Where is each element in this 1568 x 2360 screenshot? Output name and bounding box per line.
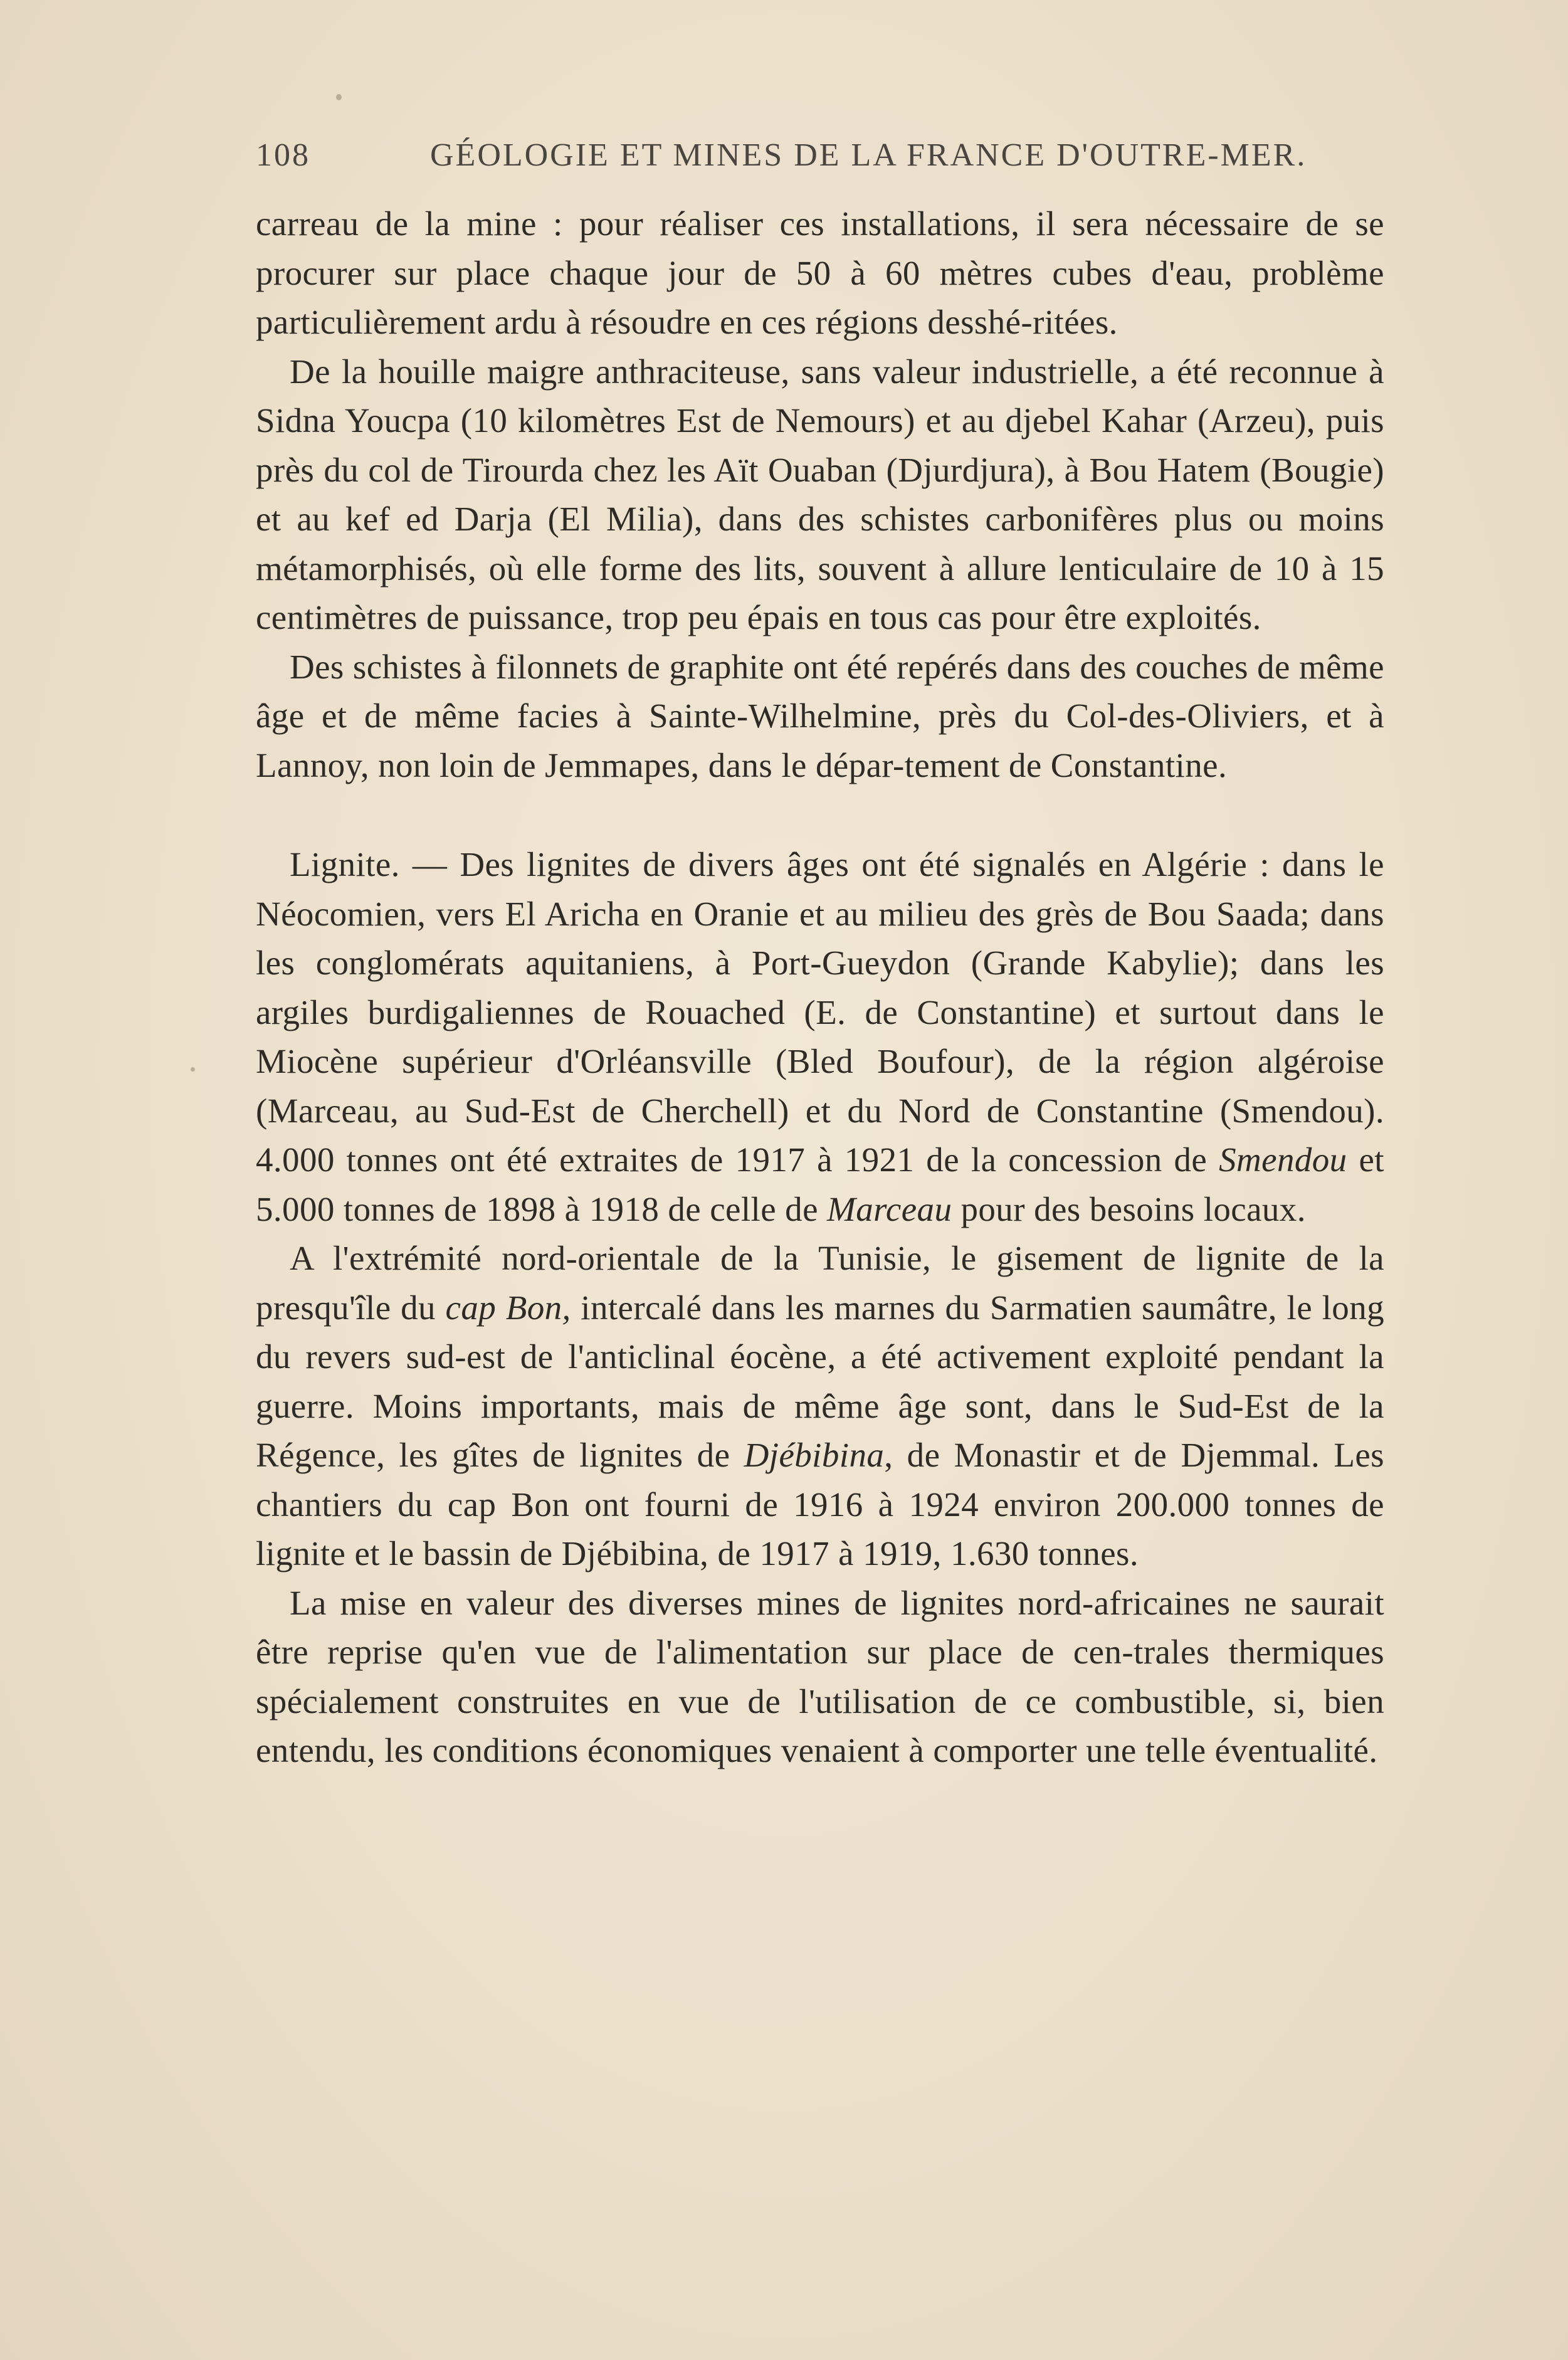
text-run: pour des besoins locaux. — [952, 1189, 1306, 1228]
section-title-lignite: Lignite. — [290, 845, 400, 883]
text-run: A l'extrémité nord-orientale de la Tunisie, le gisement de lignite de la presqu'île du — [256, 1239, 1384, 1327]
running-title: GÉOLOGIE ET MINES DE LA FRANCE D'OUTRE-MER. — [430, 137, 1307, 173]
page-number: 108 — [256, 137, 310, 173]
paper-speck — [336, 94, 342, 100]
text-run: intercalé dans les marnes du Sarmatien saumâtre, le long du revers sud-est de l'anticlinal éocène, a été activement exploité pendant la guerre. Moins importants, mais de même âge sont, dans le Sud-Est de la Régence, les gîtes de lignites de — [256, 1288, 1384, 1474]
paragraph-continued: carreau de la mine : pour réaliser ces installations, il sera nécessaire de se procurer sur place chaque jour de 50 à 60 mètres cubes d'eau, problème particulièrement ardu à résoudre en ces régions desshé-ritées. — [256, 204, 1384, 341]
italic-place-name: Djébibina — [744, 1436, 885, 1474]
text-run: , de Monastir et de Djemmal. Les chantiers du cap Bon ont fourni de 1916 à 1924 environ 200.000 tonnes de lignite et le bassin de Djébibina, de 1917 à 1919, 1.630 tonnes. — [256, 1436, 1384, 1572]
paragraph-mise-en-valeur: La mise en valeur des diverses mines de lignites nord-africaines ne saurait être reprise qu'en vue de l'alimentation sur place de cen-trales thermiques spécialement construites en vue de l'utilisation de ce combustible, si, bien entendu, les conditions économiques venaient à comporter une telle éventualité. — [256, 1583, 1384, 1769]
paragraph-graphite: Des schistes à filonnets de graphite ont été repérés dans des couches de même âge et de même facies à Sainte-Wilhelmine, près du Col-des-Oliviers, et à Lannoy, non loin de Jemmapes, dans le dépar-tement de Constantine. — [256, 647, 1384, 784]
section-gap — [256, 790, 1384, 840]
text-run: — Des lignites de divers âges ont été signalés en Algérie : dans le Néocomien, vers El Aricha en Oranie et au milieu des grès de Bou Saada; dans les conglomérats aquitaniens, à Port-Gueydon (Grande Kabylie); dans les argiles burdigaliennes de Rouached (E. de Constantine) et surtout dans le Miocène supérieur d'Orléansville (Bled Boufour), de la région algéroise (Marceau, au Sud-Est de Cherchell) et du Nord de Constantine (Smendou). 4.000 tonnes ont été extraites de 1917 à 1921 de la concession de — [256, 845, 1384, 1179]
italic-place-name: cap Bon, — [445, 1288, 571, 1327]
paragraph-lignite-algerie — [256, 840, 1384, 1234]
paper-speck — [191, 1067, 195, 1072]
paragraph-lignite-tunisie — [256, 1234, 1384, 1579]
page-header — [256, 137, 1384, 187]
italic-place-name: Marceau — [827, 1189, 952, 1228]
text-run: et 5.000 tonnes de 1898 à 1918 de celle de — [256, 1140, 1384, 1228]
paragraph-houille: De la houille maigre anthraciteuse, sans valeur industrielle, a été reconnue à Sidna Youcpa (10 kilomètres Est de Nemours) et au djebel Kahar (Arzeu), puis près du col de Tirourda chez les Aït Ouaban (Djurdjura), à Bou Hatem (Bougie) et au kef ed Darja (El Milia), dans des schistes carbonifères plus ou moins métamorphisés, où elle forme des lits, souvent à allure lenticulaire de 10 à 15 centimètres de puissance, trop peu épais en tous cas pour être exploités. — [256, 352, 1384, 636]
italic-place-name: Smendou — [1219, 1140, 1347, 1179]
body-text — [256, 199, 1384, 1776]
